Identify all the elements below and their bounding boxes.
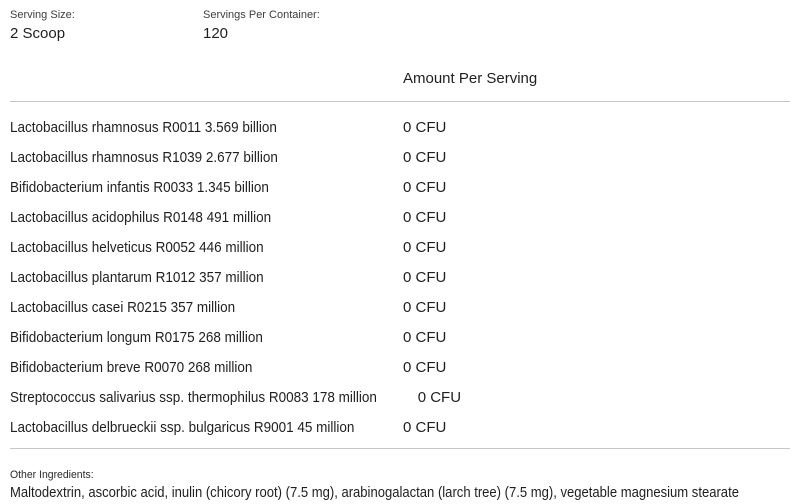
- ingredient-name: Bifidobacterium longum R0175 268 million: [10, 328, 263, 346]
- table-row: [10, 292, 790, 322]
- table-row: [10, 412, 790, 442]
- table-row: [10, 322, 790, 352]
- ingredient-amount: 0 CFU: [403, 148, 447, 166]
- table-row: [10, 172, 790, 202]
- serving-size-block: [10, 9, 203, 43]
- ingredient-name: Bifidobacterium breve R0070 268 million: [10, 358, 253, 376]
- table-row: [10, 202, 790, 232]
- table-row: [10, 382, 790, 412]
- ingredient-name: Lactobacillus delbrueckii ssp. bulgaricus R9001 45 million: [10, 418, 355, 436]
- ingredient-amount: 0 CFU: [403, 118, 447, 136]
- serving-size-label: Serving Size:: [10, 9, 75, 21]
- ingredient-name: Lactobacillus casei R0215 357 million: [10, 298, 236, 316]
- ingredient-amount: 0 CFU: [403, 358, 447, 376]
- ingredient-name: Lactobacillus rhamnosus R0011 3.569 billion: [10, 118, 277, 136]
- ingredient-amount: 0 CFU: [403, 328, 447, 346]
- table-row: [10, 112, 790, 142]
- ingredient-name: Lactobacillus rhamnosus R1039 2.677 billion: [10, 148, 278, 166]
- ingredient-amount: 0 CFU: [403, 298, 447, 316]
- ingredient-amount: 0 CFU: [403, 238, 447, 256]
- amount-per-serving-header: Amount Per Serving: [403, 70, 538, 87]
- ingredient-amount: 0 CFU: [403, 418, 447, 436]
- footer-divider: [10, 448, 790, 449]
- servings-per-container-value: 120: [203, 25, 229, 42]
- serving-info: [10, 9, 790, 43]
- other-ingredients-section: [10, 469, 790, 502]
- ingredient-name: Lactobacillus plantarum R1012 357 million: [10, 268, 264, 286]
- ingredient-name: Bifidobacterium infantis R0033 1.345 billion: [10, 178, 269, 196]
- other-ingredients-label: Other Ingredients:: [10, 469, 94, 481]
- ingredient-amount: 0 CFU: [417, 388, 462, 406]
- ingredient-amount: 0 CFU: [403, 178, 447, 196]
- table-row: [10, 232, 790, 262]
- ingredient-rows: [10, 102, 790, 442]
- ingredient-name: Lactobacillus helveticus R0052 446 million: [10, 238, 264, 256]
- other-ingredients-text: Maltodextrin, ascorbic acid, inulin (chicory root) (7.5 mg), arabinogalactan (larch tree) (7.5 mg), vegetable magnesium stearate: [10, 484, 739, 501]
- ingredient-name: Streptococcus salivarius ssp. thermophilus R0083 178 million: [10, 388, 377, 406]
- servings-per-container-block: [203, 9, 320, 43]
- table-row: [10, 262, 790, 292]
- serving-size-value: 2 Scoop: [10, 25, 66, 42]
- ingredient-amount: 0 CFU: [403, 208, 447, 226]
- table-row: [10, 142, 790, 172]
- ingredient-amount: 0 CFU: [403, 268, 447, 286]
- servings-per-container-label: Servings Per Container:: [203, 9, 320, 21]
- ingredient-name: Lactobacillus acidophilus R0148 491 million: [10, 208, 272, 226]
- table-row: [10, 352, 790, 382]
